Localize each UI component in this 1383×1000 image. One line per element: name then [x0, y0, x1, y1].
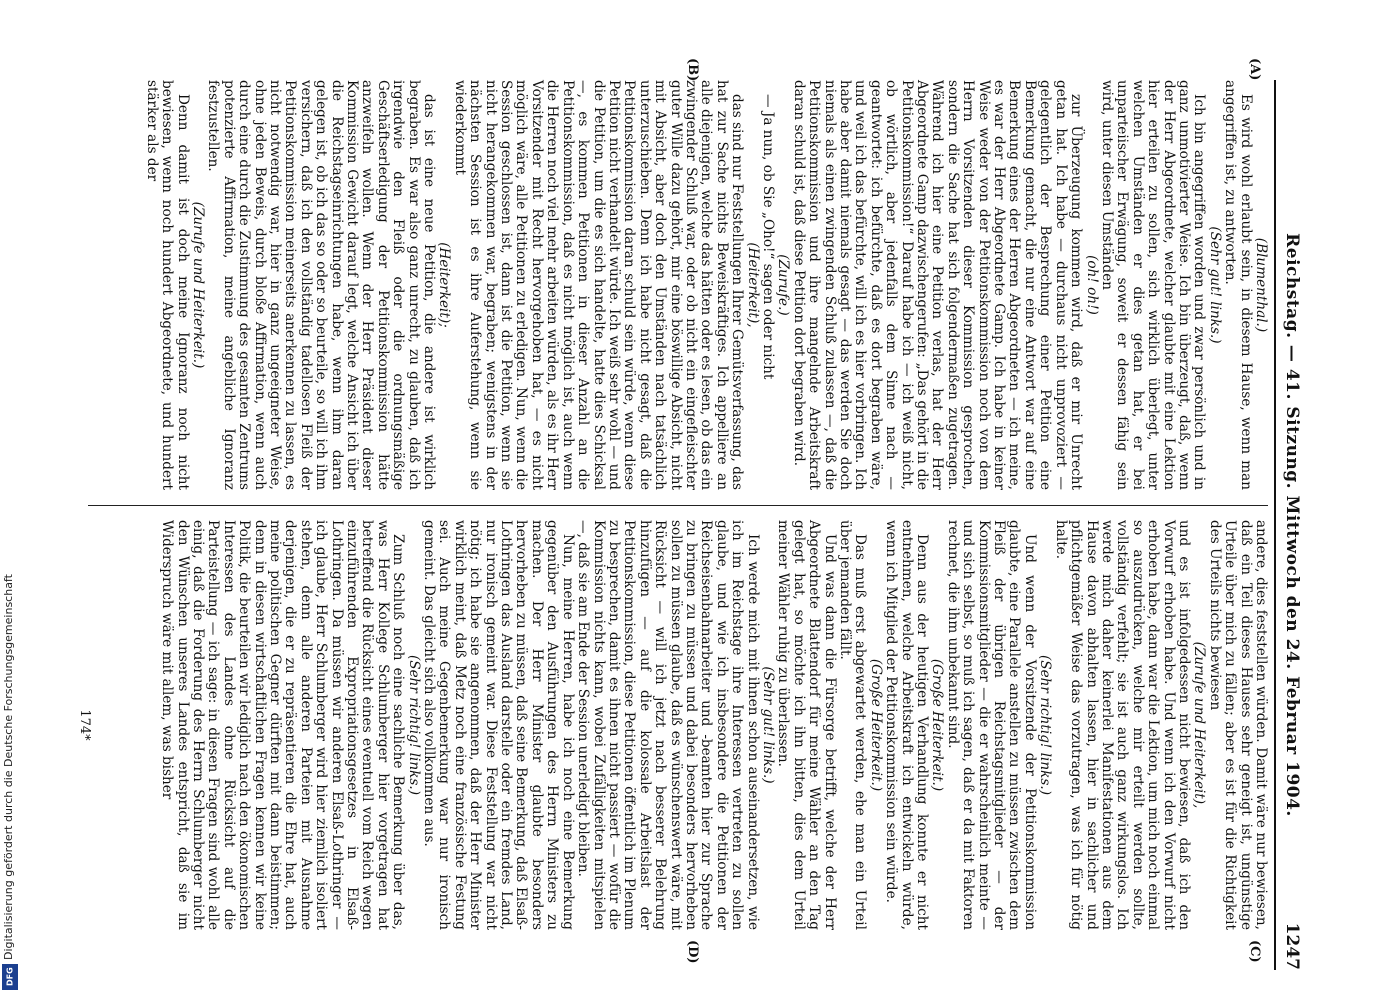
stage-direction: (Zurufe und Heiterkeit.) — [189, 201, 206, 369]
document-page — [40, 0, 1340, 1000]
paragraph: Es wird wohl erlaubt sein, in diesem Hause, wenn man angegriffen ist, zu antworten. — [1222, 80, 1254, 490]
paragraph: Das muß erst abgewartet werden, ehe man ein Urteil über jemanden fällt. — [837, 520, 869, 930]
stage-direction: (Sehr gut! links.) — [760, 666, 776, 784]
paragraph: Denn aus der heutigen Verhandlung konnte er nicht entnehmen, welche Arbeitskraft ich entwickeln würde, wenn ich Mitglied der Petitionskommission sein würde. — [883, 520, 931, 930]
page-header — [1274, 80, 1302, 970]
stage-direction: (Sehr gut! links.) — [1206, 226, 1223, 344]
paragraph: Nun, meine Herren, habe ich noch eine Bemerkung gegenüber den Ausführungen des Herrn Ministers zu machen. Der Herr Minister glaubte besonders hervorheben zu müssen, daß seine Bemerkung, daß Elsaß-Lothringen das Ausland darstelle oder ein fremdes Land, nur ironisch gemeint war. Diese Feststellung war nicht nötig; ich habe sie angenommen, daß der Herr Minister wirklich meint, daß Metz noch eine französische Festung sei. Auch meine Gegenbemerkung war nur ironisch gemeint. Das gleicht sich also vollkommen aus. — [421, 520, 576, 930]
paragraph: Ich werde mich mit ihnen schon auseinandersetzen, wie ich im Reichstage ihre Interessen vertreten zu sollen glaube, und wie ich insbesondere die Petitionen der Reichseisenbahnarbeiter und -beamten hier zur Sprache zu bringen zu müssen und dabei besonders hervorheben sollen zu müssen glaube, daß es wünschenswert wäre, mit Rücksicht — will ich jetzt nach besserer Belehrung hinzufügen — auf die kolossale Arbeitslast der Petitionskommission, diese Petitionen öffentlich im Plenum zu besprechen, damit es ihnen nicht passiert — wofür die Kommission nichts kann, wobei Zufälligkeiten mitspielen —, daß sie am Ende der Session unerledigt bleiben. — [575, 520, 761, 930]
paragraph: andere, dies feststellen würden. Damit wäre nur bewiesen, daß ein Teil dieses Hauses sehr geneigt ist, ungünstige Urteile über mich zu fällen; aber es ist für die Richtigkeit des Urteils nichts bewiesen — [1206, 520, 1269, 930]
stage-direction: (Heiterkeit); — [436, 242, 453, 328]
dfg-logo: DFG — [2, 964, 18, 990]
paragraph: Zum Schluß noch eine sachliche Bemerkung über das, was Herr Kollege Schlumberger hier vorgetragen hat betreffend die Rücksicht eines eventuell vom Reich wegen einzuführenden Expropriationsgesetzes in Elsaß-Lothringen. Da müssen wir anderen Elsaß-Lothringer — ich glaube, Herr Schlumberger wird hier ziemlich isoliert stehen, denn alle anderen Parteien mit Ausnahme derjenigen, die er zu repräsentieren die Ehre hat, auch meine politischen Gegner dürften mit dann beistimmen; denn in diesen wirtschaftlichen Fragen kennen wir keine Politik, die beurteilen wir lediglich nach den ökonomischen Interessen des Landes ohne Rücksicht auf die Parteistellung — ich sage: in diesen Fragen sind wohl alle einig, daß die Forderung des Herrn Schlumberger nicht den Wünschen unseres Landes entspricht, daß sie im Widerspruch wäre mit allem, was bisher — [159, 520, 407, 930]
stage-direction: (Blumenthal.) — [1253, 237, 1269, 333]
paragraph: Ich bin angegriffen worden und zwar persönlich und in ganz unmotivierter Weise. Ich bin überzeugt, daß, wenn der Herr Abgeordnete, welcher glaubte mit eine Lektion hier erteilen zu sollen, sich wirklich überlegt, unter welchen Umständen er dies getan hat, er bei unparteiischer Erwägung, soweit er dessen fähig sein wird, unter diesen Umständen — [1098, 80, 1208, 490]
paragraph: und es ist infolgedessen nicht bewiesen, daß ich den Vorwurf erhoben habe. Und wenn ich den Vorwurf nicht erhoben habe, dann war die Lektion, um mich noch einmal so auszudrücken, welche mir erteilt werden sollte, vollständig verfehlt; sie ist auch ganz wirkungslos. Ich werde mich daher keinerlei Manifestationen aus dem Hause davon abhalten lassen, hier in sachlicher und pflichtgemäßer Weise das vorzutragen, was ich für nötig halte. — [1052, 520, 1192, 930]
credit-sidebar — [0, 0, 20, 1000]
column-divider — [88, 505, 1268, 506]
margin-marker-c: (C) — [1247, 940, 1262, 963]
paragraph: zur Überzeugung kommen wird, daß er mir Unrecht getan hat. Ich habe — durchaus nicht unprovoziert — gelegentlich der Besprechung einer Petition eine Bemerkung gemacht, die nur eine Antwort war auf eine Bemerkung eines der Herren Abgeordneten — ich meine, es war der Herr Abgeordnete Gamp. Ich habe in keiner Weise weder von der Petitionskommission noch von dem Herrn Vorsitzenden dieser Kommission gesprochen, sondern die Sache hat sich folgendermaßen zugetragen. Während ich hier eine Petition verlas, hat der Herr Abgeordnete Gamp dazwischengerufen: „Das gehört in die Petitionskommission!“ Darauf habe ich — ich weiß nicht, ob wörtlich, aber jedenfalls dem Sinne nach — geantwortet: ich befürchte, daß es dort begraben wäre, und weil ich das befürchte, will ich es hier vorbringen. Ich habe aber damit niemals gesagt — das werden Sie doch niemals als einen zwingenden Schluß zulassen —, daß die Petitionskommission und ihre mangelnde Arbeitskraft daran schuld ist, daß diese Petition dort begraben wird. — [790, 80, 1085, 490]
margin-marker-b: (B) — [685, 58, 700, 82]
margin-marker-a: (A) — [1247, 58, 1262, 81]
stage-direction: (Sehr richtig! links.) — [405, 654, 422, 796]
stage-direction: (Große Heiterkeit.) — [929, 658, 946, 792]
page-title: Reichstag. — 41. Sitzung. Mittwoch den 24. Februar 1904. — [1282, 233, 1302, 817]
paragraph: Und wenn der Vorsitzende der Petitionskommission glaubte, eine Parallele anstellen zu müssen zwischen dem Fleiß der übrigen Reichstagsmitglieder — der Kommissionsmitglieder — die er wahrscheinlich meinte — und sich selbst, so muß ich sagen, daß er da mit Faktoren rechnet, die ihm unbekannt sind. — [944, 520, 1038, 930]
paragraph: das sind nur Feststellungen Ihrer Gemütsverfassung, das hat zur Sache nichts Beweiskräftiges. Ich appelliere an alle diejenigen, welche das hätten oder es lesen, ob das ein zwingender Schluß war, oder ob nicht ein eingefleischter guter Wille dazu gehört, mir eine böswillige Absicht, nicht mit Absicht, aber doch den Umständen nach tatsächlich unterzuschieben. Denn ich habe nicht gesagt, daß die Petitionskommission daran schuld sein würde, wenn diese Petition nicht verhandelt würde. Ich weiß sehr wohl — und die Petition, um die es sich handelte, hatte dies Schicksal —, es kommen Petitionen in dieser Anzahl an die Petitionskommission, daß es nicht möglich ist, auch wenn die Herren noch viel mehr arbeiten würden, als es ihr Herr Vorsitzender mit Recht hervorgehoben hat, — es nicht möglich wäre, alle Petitionen zu erledigen. Nun, wenn die Session geschlossen ist, dann ist die Petition, wenn sie nicht herangekommen war, begraben; wenigstens in der nächsten Session ist es ihre Auferstehung, wenn sie wiederkommt — [451, 80, 746, 490]
paragraph: Denn damit ist doch meine Ignoranz noch nicht bewiesen, wenn noch hundert Abgeordnete, und hundert stärker als der — [143, 80, 191, 490]
left-text-column — [143, 80, 1268, 490]
stage-direction: (Große Heiterkeit.) — [867, 658, 884, 792]
paragraph: das ist eine neue Petition, die andere ist wirklich begraben. Es war also ganz unrecht, zu glauben, daß ich irgendwie den Fleiß oder die ordnungsmäßige Geschäftserledigung der Petitionskommission hätte anzweifeln wollen. Wenn der Herr Präsident dieser Kommission Gewicht darauf legt, welche Ansicht ich über die Reichstagseinrichtungen habe, wenn ihm daran gelegen ist, ob ich das so oder so beurteile, so will ich ihm versichern, daß ich den vollständig tadellosen Fleiß der Petitionskommission meinerseits anerkennen zu lassen, es nicht notwendig war, hier in ganz ungeeigneter Weise, ohne jeden Beweis, durch bloße Affirmation, wenn auch durch eine durch die Zustimmung des gesamten Zentrums potenzierte Affirmation, meine angebliche Ignoranz festzustellen. — [205, 80, 438, 490]
digitization-credit: Digitalisierung gefördert durch die Deutsche Forschungsgemeinschaft — [2, 574, 15, 960]
right-text-column — [159, 520, 1268, 930]
stage-direction: (oh! oh!) — [1083, 255, 1100, 315]
stage-direction: (Sehr richtig! links.) — [1037, 654, 1054, 796]
stage-direction: (Zurufe und Heiterkeit), — [1191, 641, 1208, 809]
stage-direction: (Heiterkeit), — [744, 242, 761, 328]
page-number: 1247 — [1282, 922, 1302, 970]
stage-direction: (Zurufe.) — [775, 254, 792, 316]
margin-marker-d: (D) — [685, 940, 700, 964]
paragraph: — Ja nun, ob Sie „Oho!“ sagen oder nicht — [760, 94, 776, 380]
paragraph: Und was dann die Fürsorge betrifft, welche der Herr Abgeordnete Blattendorf für meine Wähler an den Tag gelegt hat, so möchte ich ihn bitten, dies dem Urteil meiner Wähler ruhig zu überlassen. — [775, 520, 838, 930]
sheet-number: 174* — [77, 709, 92, 741]
